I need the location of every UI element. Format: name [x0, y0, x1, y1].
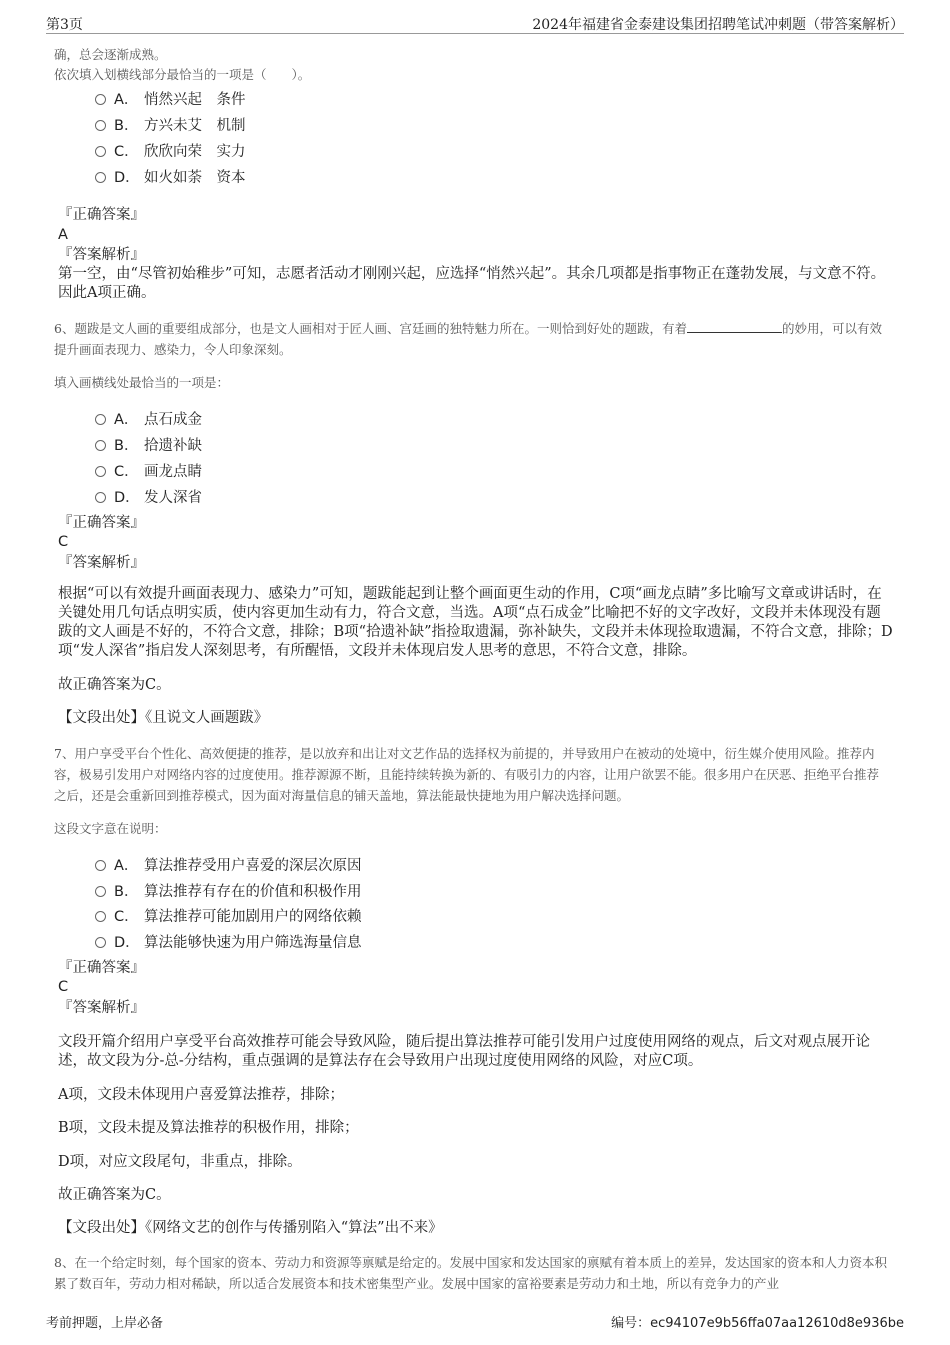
q7-option-d-note: D项，对应文段尾句，非重点，排除。 [58, 1154, 302, 1170]
q7-option-b-note: B项，文段未提及算法推荐的积极作用，排除； [58, 1120, 359, 1136]
document-title: 2024年福建省金泰建设集团招聘笔试冲刺题（带答案解析） [532, 17, 904, 33]
q6-option-c[interactable]: C． 画龙点睛 [95, 460, 202, 480]
q7-analysis-label: 『答案解析』 [58, 1000, 145, 1016]
q5-analysis-label: 『答案解析』 [58, 247, 145, 263]
q7-option-c[interactable]: C． 算法推荐可能加剧用户的网络依赖 [95, 905, 362, 925]
radio-icon[interactable] [95, 886, 106, 897]
q6-source: 【文段出处】《且说文人画题跋》 [58, 710, 269, 726]
q6-conclusion: 故正确答案为C。 [58, 677, 171, 693]
radio-icon[interactable] [95, 440, 106, 451]
q5-answer: A [58, 227, 68, 243]
radio-icon[interactable] [95, 146, 106, 157]
q5-option-c[interactable]: C． 欣欣向荣 实力 [95, 140, 246, 160]
q6-option-a[interactable]: A． 点石成金 [95, 408, 202, 428]
page-header [46, 0, 904, 34]
q7-source: 【文段出处】《网络文艺的创作与传播别陷入“算法”出不来》 [58, 1220, 443, 1236]
q5-option-d[interactable]: D． 如火如荼 资本 [95, 166, 246, 186]
radio-icon[interactable] [95, 414, 106, 425]
q6-answer-label: 『正确答案』 [58, 515, 145, 531]
q7-answer-label: 『正确答案』 [58, 960, 145, 976]
q8-stem: 8、在一个给定时刻，每个国家的资本、劳动力和资源等禀赋是给定的。发展中国家和发达国家的禀赋有着本质上的差异，发达国家的资本和人力资本积累了数百年，劳动力相对稀缺，所以适合发展资本和技术密集型产业。发展中国家的富裕要素是劳动力和土地，所以有竞争力的产业 [54, 1255, 887, 1291]
q6-stem: 6、题跋是文人画的重要组成部分，也是文人画相对于匠人画、宫廷画的独特魅力所在。一则恰到好处的题跋，有着 的妙用，可以有效提升画面表现力、感染力，令人印象深刻。 [54, 321, 882, 357]
q6-prompt: 填入画横线处最恰当的一项是： [54, 375, 230, 390]
q7-prompt: 这段文字意在说明： [54, 821, 167, 836]
radio-icon[interactable] [95, 492, 106, 503]
radio-icon[interactable] [95, 466, 106, 477]
q7-option-a-note: A项，文段未体现用户喜爱算法推荐，排除； [58, 1087, 344, 1103]
radio-icon[interactable] [95, 860, 106, 871]
q5-analysis: 第一空，由“尽管初始稚步”可知，志愿者活动才刚刚兴起，应选择“悄然兴起”。其余几项都是指事物正在蓬勃发展，与文意不符。因此A项正确。 [58, 266, 886, 301]
radio-icon[interactable] [95, 120, 106, 131]
q6-analysis: 根据“可以有效提升画面表现力、感染力”可知，题跋能起到让整个画面更生动的作用，C项“画龙点睛”多比喻写文章或讲话时，在关键处用几句话点明实质，使内容更加生动有力，符合文意，当选。A项“点石成金”比喻把不好的文字改好，文段并未体现没有题跋的文人画是不好的，不符合文意，排除；B项“拾遗补缺”指捡取遗漏，弥补缺失，文段并未体现捡取遗漏，不符合文意，排除；D项“发人深省”指启发人深刻思考，有所醒悟，文段并未体现启发人思考的意思，不符合文意，排除。 [58, 586, 893, 659]
radio-icon[interactable] [95, 937, 106, 948]
q5-prompt: 依次填入划横线部分最恰当的一项是（ ）。 [54, 67, 311, 82]
q5-continuation: 确，总会逐渐成熟。 [54, 47, 167, 62]
q6-option-b[interactable]: B． 拾遗补缺 [95, 434, 202, 454]
q7-answer: C [58, 979, 69, 995]
radio-icon[interactable] [95, 911, 106, 922]
footer-slogan: 考前押题，上岸必备 [46, 1316, 164, 1331]
page-number: 第3页 [46, 17, 83, 33]
q7-option-a[interactable]: A． 算法推荐受用户喜爱的深层次原因 [95, 854, 362, 874]
q5-option-b[interactable]: B． 方兴未艾 机制 [95, 114, 246, 134]
q7-stem: 7、用户享受平台个性化、高效便捷的推荐，是以放弃和出让对文艺作品的选择权为前提的，并导致用户在被动的处境中，衍生媒介使用风险。推荐内容，极易引发用户对网络内容的过度使用。推荐源源不断，且能持续转换为新的、有吸引力的内容，让用户欲罢不能。很多用户在厌恶、拒绝平台推荐之后，还是会重新回到推荐模式，因为面对海量信息的铺天盖地，算法能最快捷地为用户解决选择问题。 [54, 746, 880, 803]
footer-id: 编号：ec94107e9b56ffa07aa12610d8e936be [611, 1316, 904, 1331]
q7-conclusion: 故正确答案为C。 [58, 1187, 171, 1203]
q7-option-b[interactable]: B． 算法推荐有存在的价值和积极作用 [95, 880, 362, 900]
q6-analysis-label: 『答案解析』 [58, 555, 145, 571]
q5-option-a[interactable]: A． 悄然兴起 条件 [95, 88, 246, 108]
q7-option-d[interactable]: D． 算法能够快速为用户筛选海量信息 [95, 931, 362, 951]
radio-icon[interactable] [95, 172, 106, 183]
radio-icon[interactable] [95, 94, 106, 105]
answer-blank [687, 320, 782, 333]
q5-answer-label: 『正确答案』 [58, 207, 145, 223]
q6-answer: C [58, 534, 69, 550]
q6-option-d[interactable]: D． 发人深省 [95, 486, 202, 506]
q7-analysis: 文段开篇介绍用户享受平台高效推荐可能会导致风险，随后提出算法推荐可能引发用户过度使用网络的观点，后文对观点展开论述，故文段为分-总-分结构，重点强调的是算法存在会导致用户出现过度使用网络的风险，对应C项。 [58, 1034, 870, 1069]
